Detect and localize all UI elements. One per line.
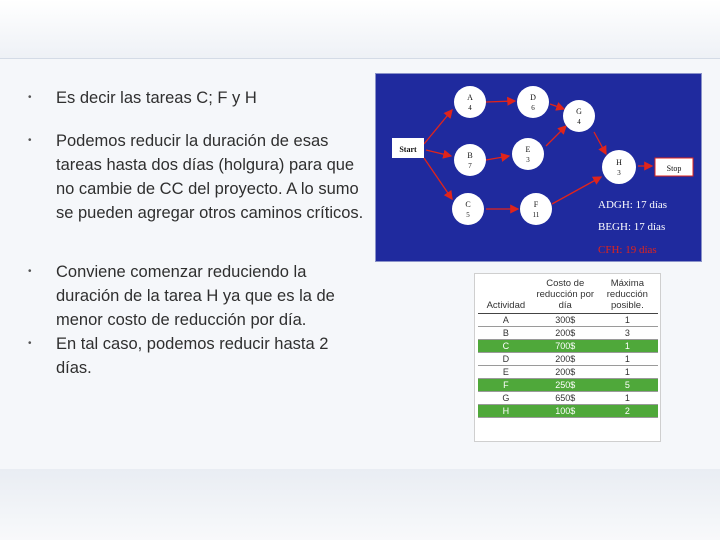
path-durations [598, 199, 667, 256]
cell-actividad: A [478, 314, 534, 327]
header-costo: Costo de reducción por día [536, 278, 595, 311]
cell-costo: 700$ [534, 340, 597, 353]
node-g-id: G [576, 107, 582, 116]
table-row [478, 340, 658, 353]
node-e [512, 138, 544, 170]
table-row [478, 366, 658, 379]
cell-maxima: 1 [597, 314, 658, 327]
node-b-duration: 7 [468, 162, 472, 170]
cell-costo: 250$ [534, 379, 597, 392]
reduction-cost-table [478, 277, 658, 418]
table-row [478, 314, 658, 327]
cell-costo: 200$ [534, 366, 597, 379]
cell-actividad: B [478, 327, 534, 340]
cell-costo: 300$ [534, 314, 597, 327]
node-e-duration: 3 [526, 156, 530, 164]
table-header-row [478, 277, 658, 314]
path-begh: BEGH: 17 días [598, 221, 666, 233]
node-g-duration: 4 [577, 118, 581, 126]
node-f [520, 193, 552, 225]
cell-maxima: 1 [597, 353, 658, 366]
bullet-list [26, 86, 366, 380]
cell-maxima: 2 [597, 405, 658, 418]
cell-actividad: C [478, 340, 534, 353]
table-row [478, 353, 658, 366]
table-body [478, 314, 658, 418]
cell-actividad: D [478, 353, 534, 366]
node-f-duration: 11 [532, 211, 540, 219]
slide-bottom-band [0, 469, 720, 540]
cell-maxima: 3 [597, 327, 658, 340]
bullet-item: • Podemos reducir la duración de esas tareas hasta dos días (holgura) para que no cambie de CC del proyecto. A lo sumo se pueden agregar otros caminos críticos. [26, 129, 366, 225]
slide-top-band [0, 0, 720, 58]
stop-label: Stop [666, 164, 682, 173]
node-f-id: F [533, 200, 539, 209]
cell-maxima: 1 [597, 340, 658, 353]
node-a-duration: 4 [468, 104, 472, 112]
start-label: Start [399, 145, 417, 154]
bullet-item: • Es decir las tareas C; F y H [26, 86, 366, 110]
node-b-id: B [467, 151, 473, 160]
project-network-diagram [375, 73, 702, 262]
cell-maxima: 5 [597, 379, 658, 392]
cell-costo: 200$ [534, 353, 597, 366]
path-adgh: ADGH: 17 días [598, 199, 668, 211]
table-row [478, 392, 658, 405]
reduction-cost-table-image [474, 273, 661, 442]
bullet-item: • Conviene comenzar reduciendo la duración de la tarea H ya que es la de menor costo de reducción por día. [26, 260, 366, 332]
cell-costo: 200$ [534, 327, 597, 340]
node-h-id: H [616, 158, 622, 167]
node-b [454, 144, 486, 176]
cell-costo: 650$ [534, 392, 597, 405]
node-d-duration: 6 [531, 104, 535, 112]
node-g [563, 100, 595, 132]
header-actividad: Actividad [486, 300, 526, 311]
node-a [454, 86, 486, 118]
header-maxima: Máxima reducción posible. [606, 278, 648, 311]
node-h [602, 150, 636, 184]
node-h-duration: 3 [617, 169, 621, 177]
table-row [478, 405, 658, 418]
node-c-duration: 5 [466, 211, 470, 219]
node-a-id: A [467, 93, 473, 102]
table-row [478, 327, 658, 340]
node-c-id: C [465, 200, 471, 209]
cell-costo: 100$ [534, 405, 597, 418]
cell-maxima: 1 [597, 392, 658, 405]
node-c [452, 193, 484, 225]
cell-actividad: E [478, 366, 534, 379]
cell-actividad: H [478, 405, 534, 418]
path-cfh-critical: CFH: 19 días [598, 244, 657, 256]
cell-actividad: G [478, 392, 534, 405]
table-row [478, 379, 658, 392]
node-d-id: D [530, 93, 536, 102]
node-d [517, 86, 549, 118]
cell-maxima: 1 [597, 366, 658, 379]
cell-actividad: F [478, 379, 534, 392]
node-e-id: E [525, 145, 531, 154]
bullet-item: • En tal caso, podemos reducir hasta 2 días. [26, 332, 366, 380]
